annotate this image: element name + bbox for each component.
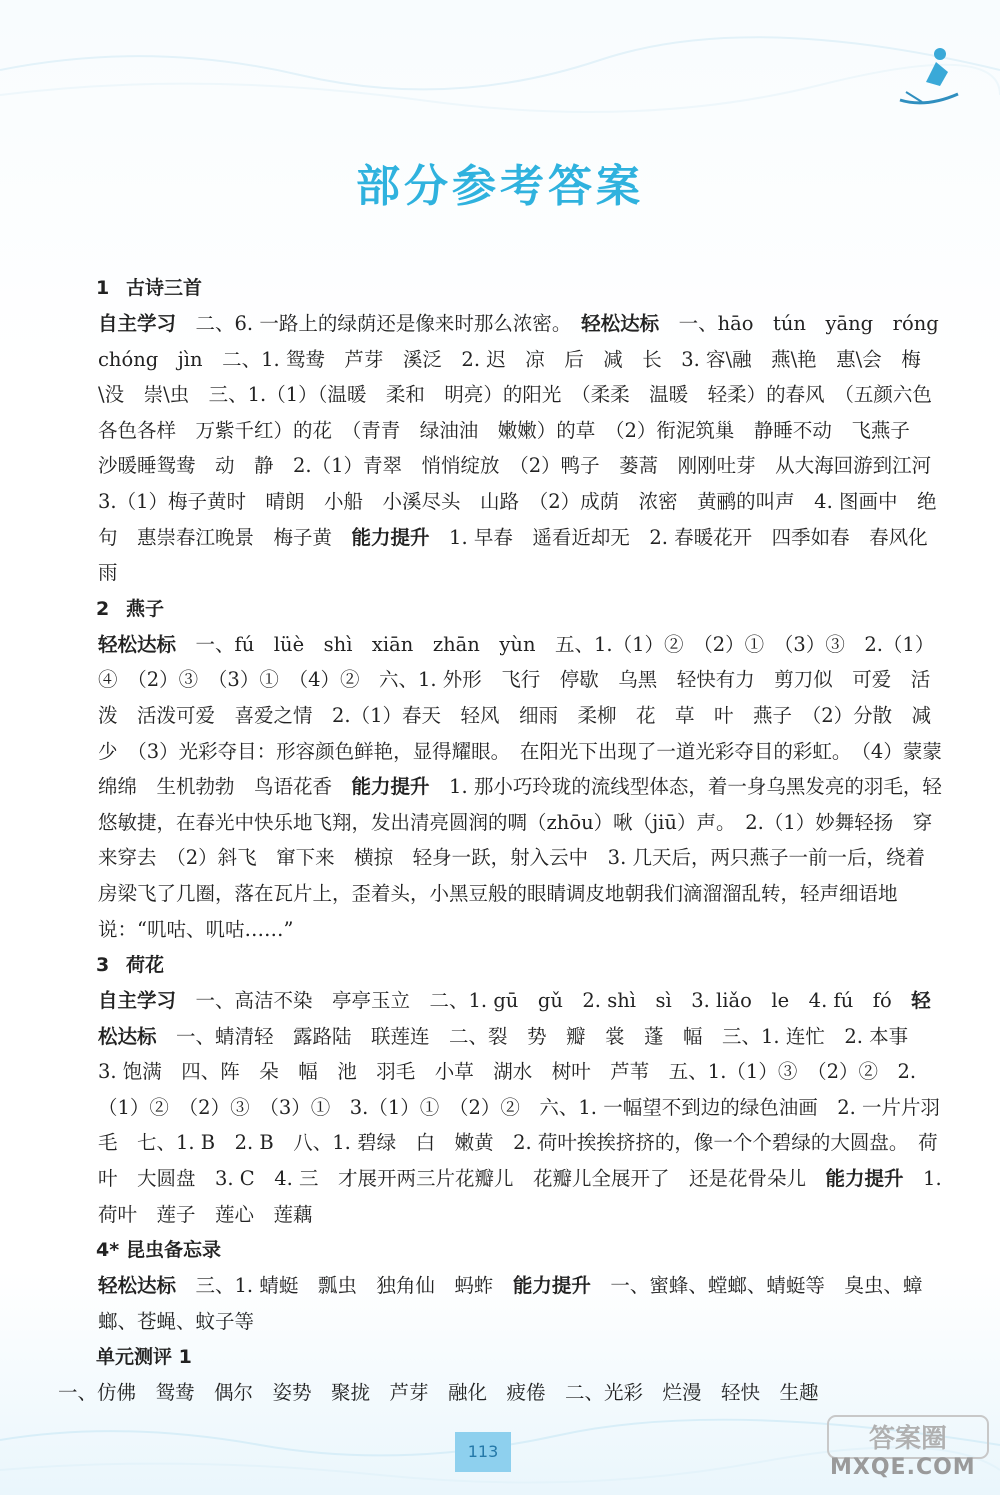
answer-text: 1. 那小巧玲珑的流线型体态，着一身乌黑发亮的羽毛，轻悠敏捷，在春光中快乐地飞翔，发出清亮圆润的啁（zhōu）啾（jiū）声。 2.（1）妙舞轻扬 穿来穿去 （2）斜飞 窜下来 横掠 轻身一跃，射入云中 3. 几天后，两只燕子一前一后，绕着房梁飞了几圈，落在瓦片上，歪着头，小黑豆般的眼睛调皮地朝我们滴溜溜乱转，轻声细语地说：“叽咕、叽咕……” bbox=[98, 775, 942, 941]
lesson-heading bbox=[58, 270, 943, 306]
section-label: 能力提升 bbox=[512, 1274, 591, 1298]
section-label: 轻松达标 bbox=[98, 1274, 177, 1298]
answer-text: 1. 荷叶 莲子 莲心 莲藕 bbox=[98, 1167, 942, 1226]
lesson-heading bbox=[58, 1232, 943, 1268]
answer-text: 一、hāo tún yāng róng chóng jìn 二、1. 鸳鸯 芦芽 溪泛 2. 迟 凉 后 减 长 3. 容\融 燕\艳 惠\会 梅\没 崇\虫 三、1.（1）（温暖 柔和 明亮）的阳光 （柔柔 温暖 轻柔）的春风 （五颜六色 各色各样 万紫千红）的花 （青青 绿油油 嫩嫩）的草 （2）衔泥筑巢 静睡不动 飞燕子 沙暖睡鸳鸯 动 静 2.（1）青翠 悄悄绽放 （2）鸭子 蒌蒿 刚刚吐芽 从大海回游到江河 3.（1）梅子黄时 晴朗 小船 小溪尽头 山路 （2）成荫 浓密 黄鹂的叫声 4. 图画中 绝句 惠崇春江晚景 梅子黄 bbox=[98, 312, 959, 549]
section-label: 能力提升 bbox=[351, 525, 430, 549]
answer-text: 二、6. 一路上的绿荫还是像来时那么浓密。 bbox=[176, 312, 582, 335]
answer-text: 三、1. 蜻蜓 瓢虫 独角仙 蚂蚱 bbox=[176, 1274, 513, 1298]
answer-text: 一、蜻清轻 露路陆 联莲连 二、裂 势 瓣 裳 蓬 幅 三、1. 连忙 2. 本事 3. 饱满 四、阵 朵 幅 池 羽毛 小草 湖水 树叶 芦苇 五、1.（1）③ （2）② 2.（1）② （2）③ （3）① 3.（1）① （2）② 六、1. 一幅望不到边的绿色油画 2. 一片片羽毛 七、1. B 2. B 八、1. 碧绿 白 嫩黄 2. 荷叶挨挨挤挤的，像一个个碧绿的大圆盘。 荷叶 大圆盘 3. C 4. 三 才展开两三片花瓣儿 花瓣儿全展开了 还是花骨朵儿 bbox=[98, 1024, 940, 1191]
section-label: 轻松达标 bbox=[98, 632, 177, 656]
answer-text: 一、fú lüè shì xiān zhān yùn 五、1.（1）② （2）① （3）③ 2.（1）④ （2）③ （3）① （4）② 六、1. 外形 飞行 停歇 乌黑 轻快有力 剪刀似 可爱 活泼 活泼可爱 喜爱之情 2.（1）春天 轻风 细雨 柔柳 花 草 叶 燕子 （2）分散 减少 （3）光彩夺目：形容颜色鲜艳，显得耀眼。 在阳光下出现了一道光彩夺目的彩虹。 （4）蒙蒙 绵绵 生机勃勃 鸟语花香 bbox=[98, 632, 962, 799]
section-label: 轻松达标 bbox=[98, 989, 931, 1048]
answer-text: 一、高洁不染 亭亭玉立 二、1. gū gǔ 2. shì sì 3. liǎo le 4. fú fó bbox=[176, 989, 912, 1013]
lesson-name: 昆虫备忘录 bbox=[126, 1239, 222, 1262]
section-label: 自主学习 bbox=[98, 312, 177, 335]
watermark-domain: MXQE.COM bbox=[830, 1455, 976, 1480]
lesson-2 bbox=[58, 591, 962, 947]
unit-test-answers: 一、仿佛 鸳鸯 偶尔 姿势 聚拢 芦芽 融化 疲倦 二、光彩 烂漫 轻快 生趣 bbox=[58, 1381, 819, 1405]
lesson-answers bbox=[58, 1268, 943, 1339]
page-title: 部分参考答案 bbox=[356, 161, 644, 212]
watermark-logo-text: 答案圈 bbox=[868, 1424, 948, 1454]
section-label: 轻松达标 bbox=[581, 312, 660, 335]
lesson-number: 2 bbox=[96, 597, 110, 620]
lesson-number: 4* bbox=[96, 1239, 120, 1262]
lesson-answers bbox=[58, 983, 943, 1232]
answer-text: 1. 早春 遥看近却无 2. 春暖花开 四季如春 春风化雨 bbox=[98, 525, 928, 585]
section-label: 能力提升 bbox=[825, 1167, 904, 1191]
top-decoration bbox=[0, 0, 1000, 130]
section-label: 能力提升 bbox=[351, 775, 430, 799]
lesson-heading bbox=[58, 947, 943, 983]
lesson-4 bbox=[58, 1232, 943, 1339]
lesson-name: 燕子 bbox=[126, 597, 165, 620]
skier-logo-icon bbox=[896, 44, 966, 114]
lesson-answers bbox=[58, 306, 959, 591]
unit-test-heading: 单元测评 1 bbox=[96, 1346, 192, 1369]
lesson-answers bbox=[58, 627, 962, 947]
page-number: 113 bbox=[455, 1432, 511, 1472]
section-label: 自主学习 bbox=[98, 989, 177, 1013]
answer-content bbox=[58, 270, 962, 1411]
lesson-heading bbox=[58, 591, 943, 627]
lesson-3 bbox=[58, 947, 943, 1232]
lesson-name: 荷花 bbox=[126, 954, 165, 977]
lesson-1 bbox=[58, 270, 959, 591]
lesson-number: 1 bbox=[96, 277, 110, 299]
answer-text: 一、蜜蜂、螳螂、蜻蜓等 臭虫、蟑螂、苍蝇、蚊子等 bbox=[98, 1274, 923, 1333]
lesson-name: 古诗三首 bbox=[126, 277, 203, 299]
lesson-number: 3 bbox=[96, 954, 110, 977]
